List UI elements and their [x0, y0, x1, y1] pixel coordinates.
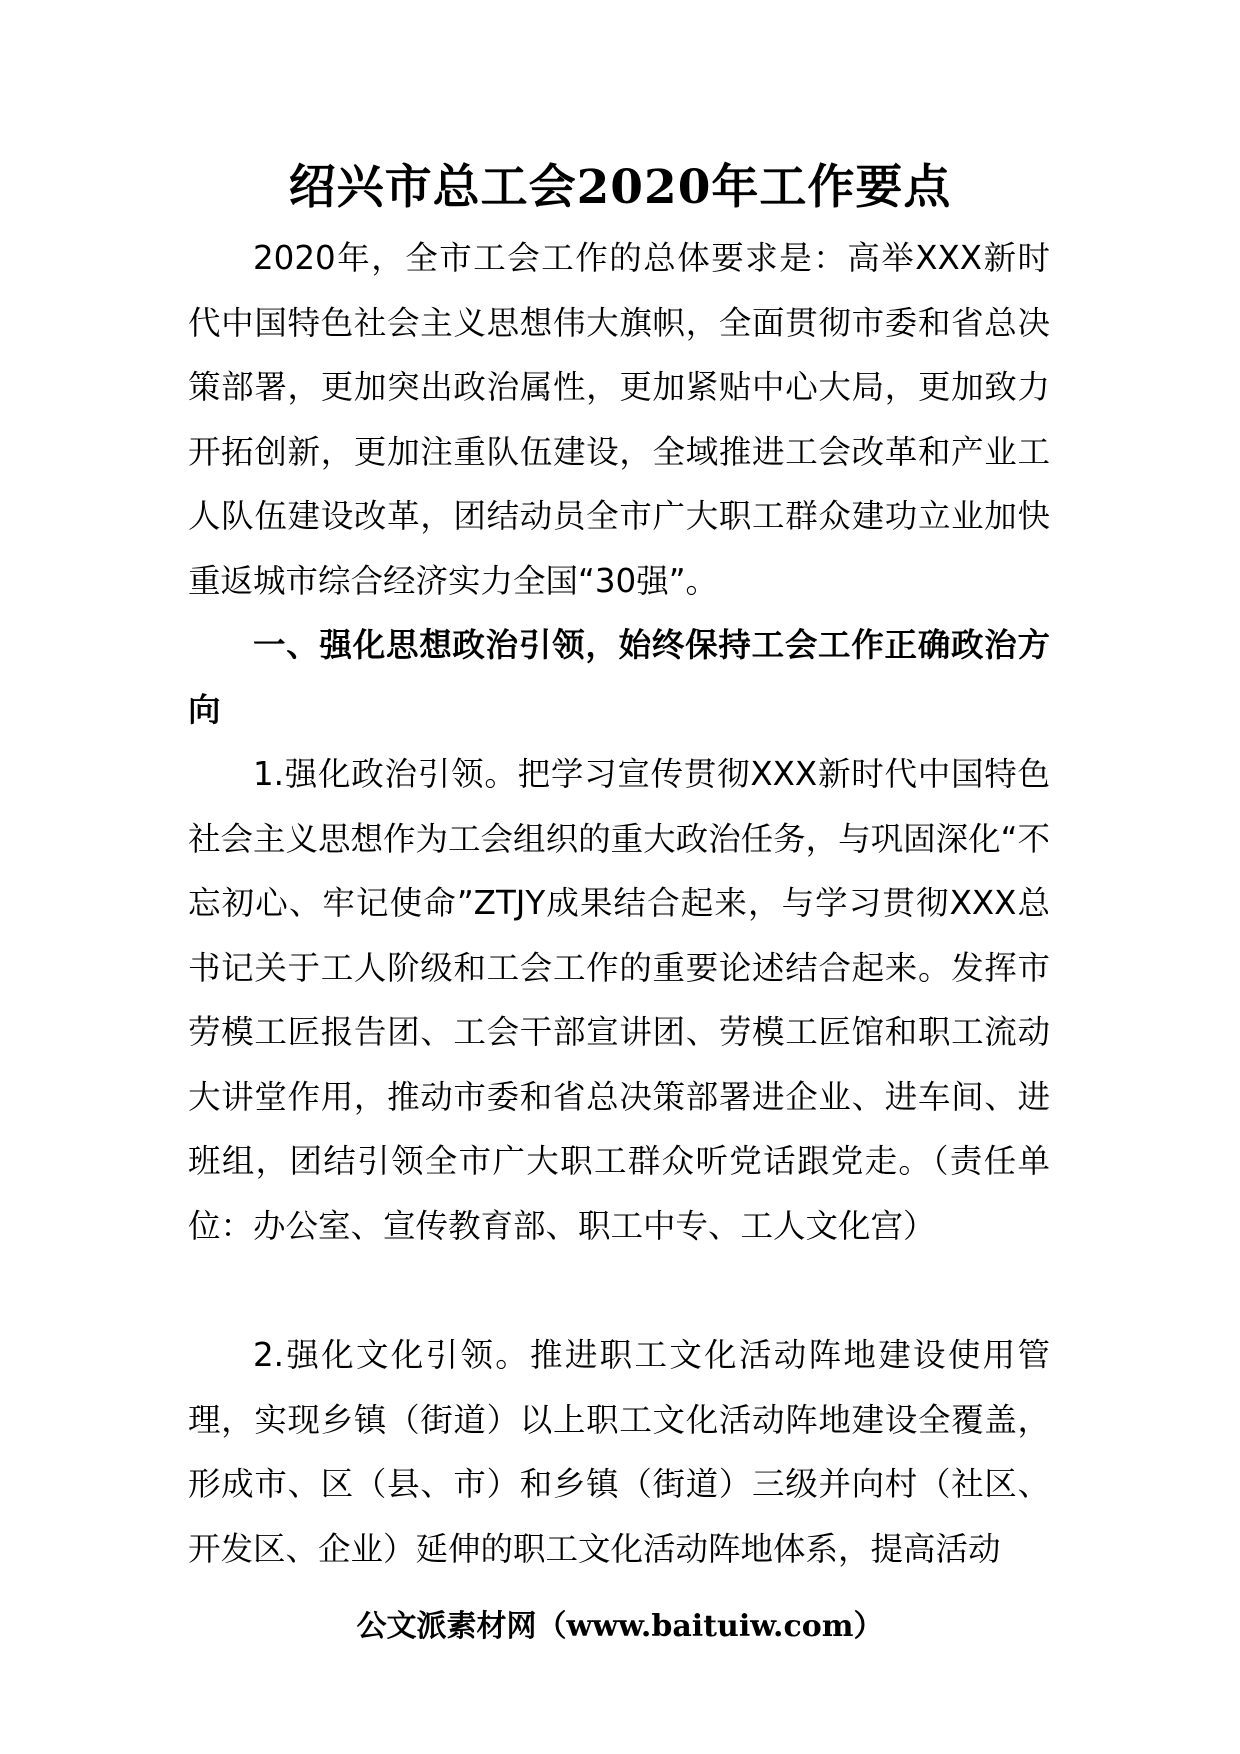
intro-paragraph: 2020年，全市工会工作的总体要求是：高举XXX新时代中国特色社会主义思想伟大旗帜，全面贯彻市委和省总决策部署，更加突出政治属性，更加紧贴中心大局，更加致力开拓创新，更加注重队伍建设，全域推进工会改革和产业工人队伍建设改革，团结动员全市广大职工群众建功立业加快重返城市综合经济实力全国“30强”。	[188, 239, 1050, 600]
section-heading-1: 一、强化思想政治引领，始终保持工会工作正确政治方向	[188, 626, 1050, 729]
item-paragraph-2: 2.强化文化引领。推进职工文化活动阵地建设使用管理，实现乡镇（街道）以上职工文化活动阵地建设全覆盖，形成市、区（县、市）和乡镇（街道）三级并向村（社区、开发区、企业）延伸的职工文化活动阵地体系，提高活动	[188, 1336, 1050, 1568]
item-paragraph-1: 1.强化政治引领。把学习宣传贯彻XXX新时代中国特色社会主义思想作为工会组织的重大政治任务，与巩固深化“不忘初心、牢记使命”ZTJY成果结合起来，与学习贯彻XXX总书记关于工人阶级和工会工作的重要论述结合起来。发挥市劳模工匠报告团、工会干部宣讲团、劳模工匠馆和职工流动大讲堂作用，推动市委和省总决策部署进企业、进车间、进班组，团结引领全市广大职工群众听党话跟党走。（责任单位：办公室、宣传教育部、职工中专、工人文化宫）	[188, 755, 1050, 1245]
document-title: 绍兴市总工会2020年工作要点	[288, 160, 952, 215]
footer-watermark: 公文派素材网（www.baituiw.com）	[356, 1609, 884, 1644]
